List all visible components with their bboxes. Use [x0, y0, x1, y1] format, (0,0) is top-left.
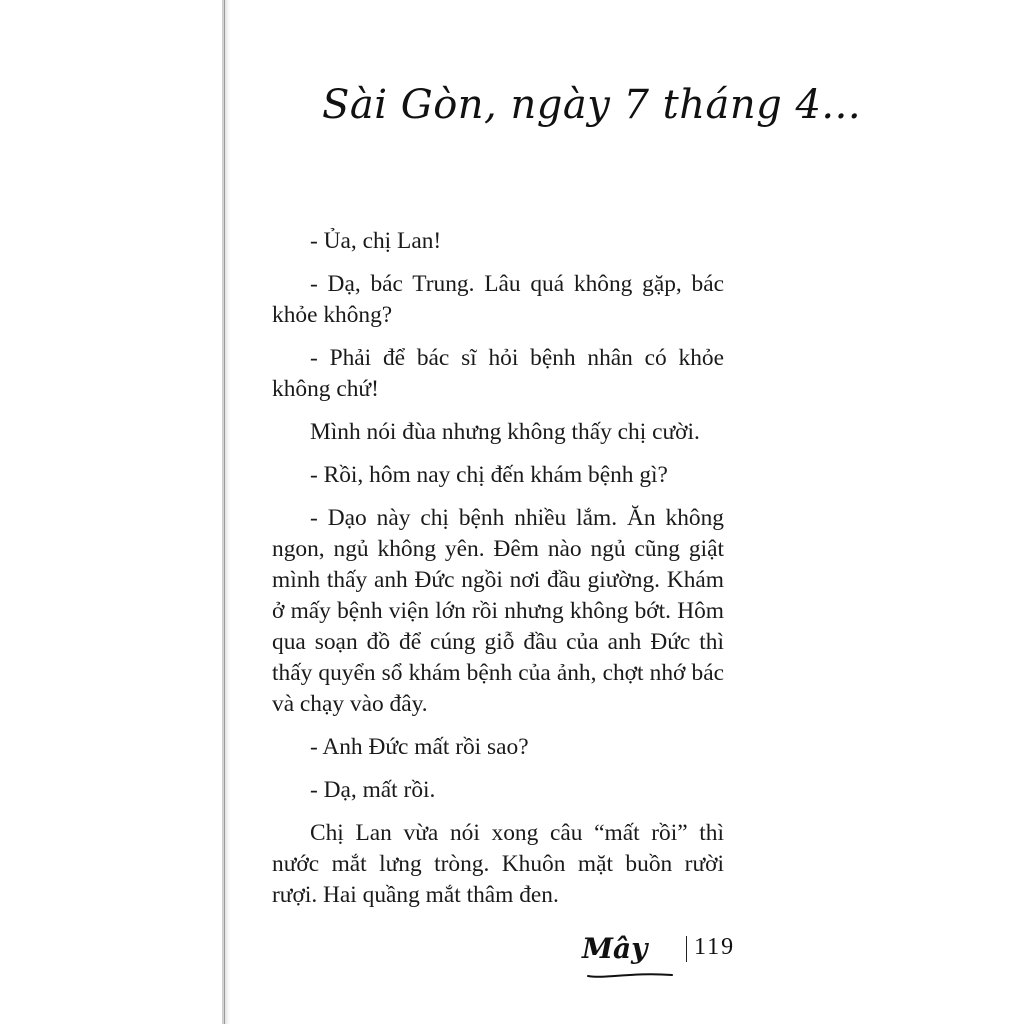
book-title-mark: Mây	[582, 932, 648, 965]
paragraph: - Dạ, mất rồi.	[310, 777, 436, 803]
page-footer	[582, 930, 742, 980]
chapter-heading: Sài Gòn, ngày 7 tháng 4...	[322, 82, 862, 128]
paragraph: - Rồi, hôm nay chị đến khám bệnh gì?	[310, 462, 668, 488]
paragraph: - Dạo này chị bệnh nhiều lắm. Ăn không ngon, ngủ không yên. Đêm nào ngủ cũng giật mình thấy anh Đức ngồi nơi đầu giường. Khám ở mấy bệnh viện lớn rồi nhưng không bớt. Hôm qua soạn đồ để cúng giỗ đầu của anh Đức thì thấy quyển sổ khám bệnh của ảnh, chợt nhớ bác và chạy vào đây.	[272, 505, 724, 717]
paragraph: - Anh Đức mất rồi sao?	[310, 734, 529, 760]
footer-separator	[686, 936, 687, 962]
paragraph: - Ủa, chị Lan!	[310, 228, 442, 254]
paragraph: - Phải để bác sĩ hỏi bệnh nhân có khỏe không chứ!	[272, 345, 724, 402]
paragraph: Mình nói đùa nhưng không thấy chị cười.	[310, 419, 700, 445]
swash-underline-icon	[586, 970, 674, 980]
paragraph: - Dạ, bác Trung. Lâu quá không gặp, bác khỏe không?	[272, 271, 724, 328]
paragraph: Chị Lan vừa nói xong câu “mất rồi” thì nước mắt lưng tròng. Khuôn mặt buồn rười rượi. Hai quầng mắt thâm đen.	[272, 820, 724, 908]
page-body	[272, 226, 724, 923]
page-edge-line	[224, 0, 225, 1024]
page-number: 119	[694, 934, 736, 960]
